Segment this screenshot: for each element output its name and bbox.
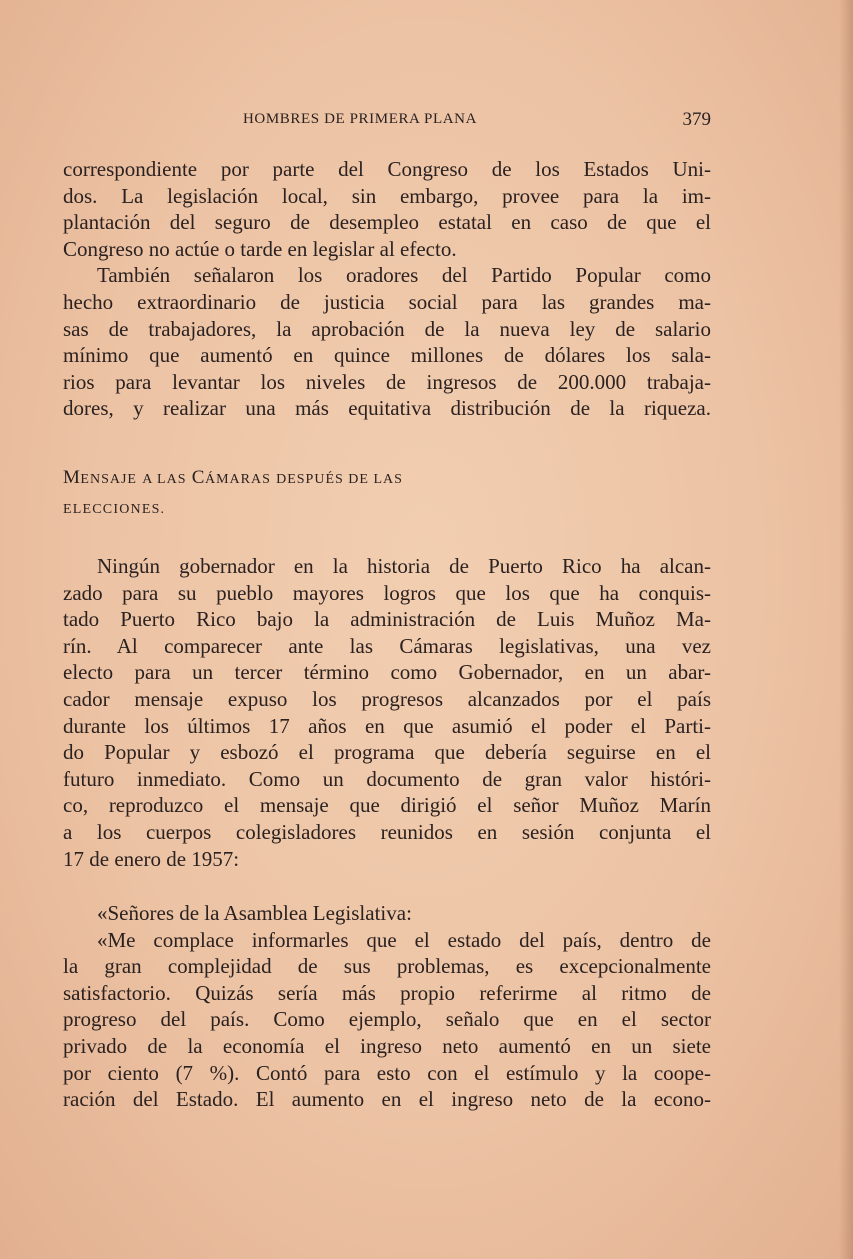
paragraph2-line: mínimo que aumentó en quince millones de dólares los sala-	[63, 343, 711, 368]
paragraph4-line: por ciento (7 %). Contó para esto con el estímulo y la coope-	[63, 1060, 711, 1085]
section-heading	[63, 467, 711, 518]
paragraph2-line: rios para levantar los niveles de ingresos de 200.000 trabaja-	[63, 369, 711, 394]
paragraph3-line: co, reproduzco el mensaje que dirigió el señor Muñoz Marín	[63, 793, 711, 818]
paragraph3-line: electo para un tercer término como Gobernador, en un abar-	[63, 660, 711, 685]
paragraph3-line: 17 de enero de 1957:	[63, 846, 240, 871]
page-number: 379	[682, 109, 711, 130]
paragraph3-line: tado Puerto Rico bajo la administración de Luis Muñoz Ma-	[63, 607, 711, 632]
heading-w2: A LAS	[142, 472, 187, 487]
body-text-middle	[63, 553, 711, 872]
paragraph2-line: hecho extraordinario de justicia social para las grandes ma-	[63, 289, 711, 314]
heading-w3-rest: ÁMARAS	[204, 472, 271, 487]
running-title: HOMBRES DE PRIMERA PLANA	[243, 111, 478, 127]
paragraph3-line: cador mensaje expuso los progresos alcanzados por el país	[63, 686, 711, 711]
section-heading-line1	[63, 467, 711, 489]
paragraph3-line: durante los últimos 17 años en que asumió el poder el Parti-	[63, 713, 711, 738]
running-header	[63, 111, 711, 135]
paragraph1-line: Congreso no actúe o tarde en legislar al efecto.	[63, 236, 457, 261]
paragraph3-line: futuro inmediato. Como un documento de gran valor históri-	[63, 766, 711, 791]
paragraph3-line: do Popular y esbozó el programa que debería seguirse en el	[63, 740, 711, 765]
paragraph3-line: rín. Al comparecer ante las Cámaras legislativas, una vez	[63, 633, 711, 658]
paragraph3-line: zado para su pueblo mayores logros que los que ha conquis-	[63, 580, 711, 605]
paragraph4-line: progreso del país. Como ejemplo, señalo que en el sector	[63, 1007, 711, 1032]
paragraph1-line: dos. La legislación local, sin embargo, provee para la im-	[63, 183, 711, 208]
salutation: «Señores de la Asamblea Legislativa:	[97, 901, 412, 925]
paragraph3-line: Ningún gobernador en la historia de Puerto Rico ha alcan-	[97, 554, 711, 578]
paragraph4-line: la gran complejidad de sus problemas, es excepcionalmente	[63, 954, 711, 979]
heading-w4: DESPUÉS DE LAS	[276, 472, 403, 487]
paragraph4-line: privado de la economía el ingreso neto aumentó en un siete	[63, 1033, 711, 1058]
body-text-bottom	[63, 900, 711, 1113]
heading-w3-cap: C	[191, 467, 205, 488]
page-edge-shadow	[839, 0, 853, 1259]
paragraph2-line: También señalaron los oradores del Partido Popular como	[97, 263, 711, 288]
body-text-top	[63, 156, 711, 422]
paragraph2-line: sas de trabajadores, la aprobación de la nueva ley de salario	[63, 316, 711, 341]
paragraph4-line: satisfactorio. Quizás sería más propio referirme al ritmo de	[63, 980, 711, 1005]
paragraph1-line: plantación del seguro de desempleo estatal en caso de que el	[63, 210, 711, 235]
paragraph3-line: a los cuerpos colegisladores reunidos en sesión conjunta el	[63, 819, 711, 844]
paragraph4-line: «Me complace informarles que el estado del país, dentro de	[97, 927, 711, 952]
paragraph4-line: ración del Estado. El aumento en el ingreso neto de la econo-	[63, 1087, 711, 1112]
heading-w1-cap: M	[63, 467, 81, 488]
paragraph1-line: correspondiente por parte del Congreso de los Estados Uni-	[63, 157, 711, 181]
heading-w1-rest: ENSAJE	[80, 472, 137, 487]
paragraph2-line: dores, y realizar una más equitativa distribución de la riqueza.	[63, 396, 711, 421]
section-heading-line2: ELECCIONES.	[63, 502, 166, 517]
